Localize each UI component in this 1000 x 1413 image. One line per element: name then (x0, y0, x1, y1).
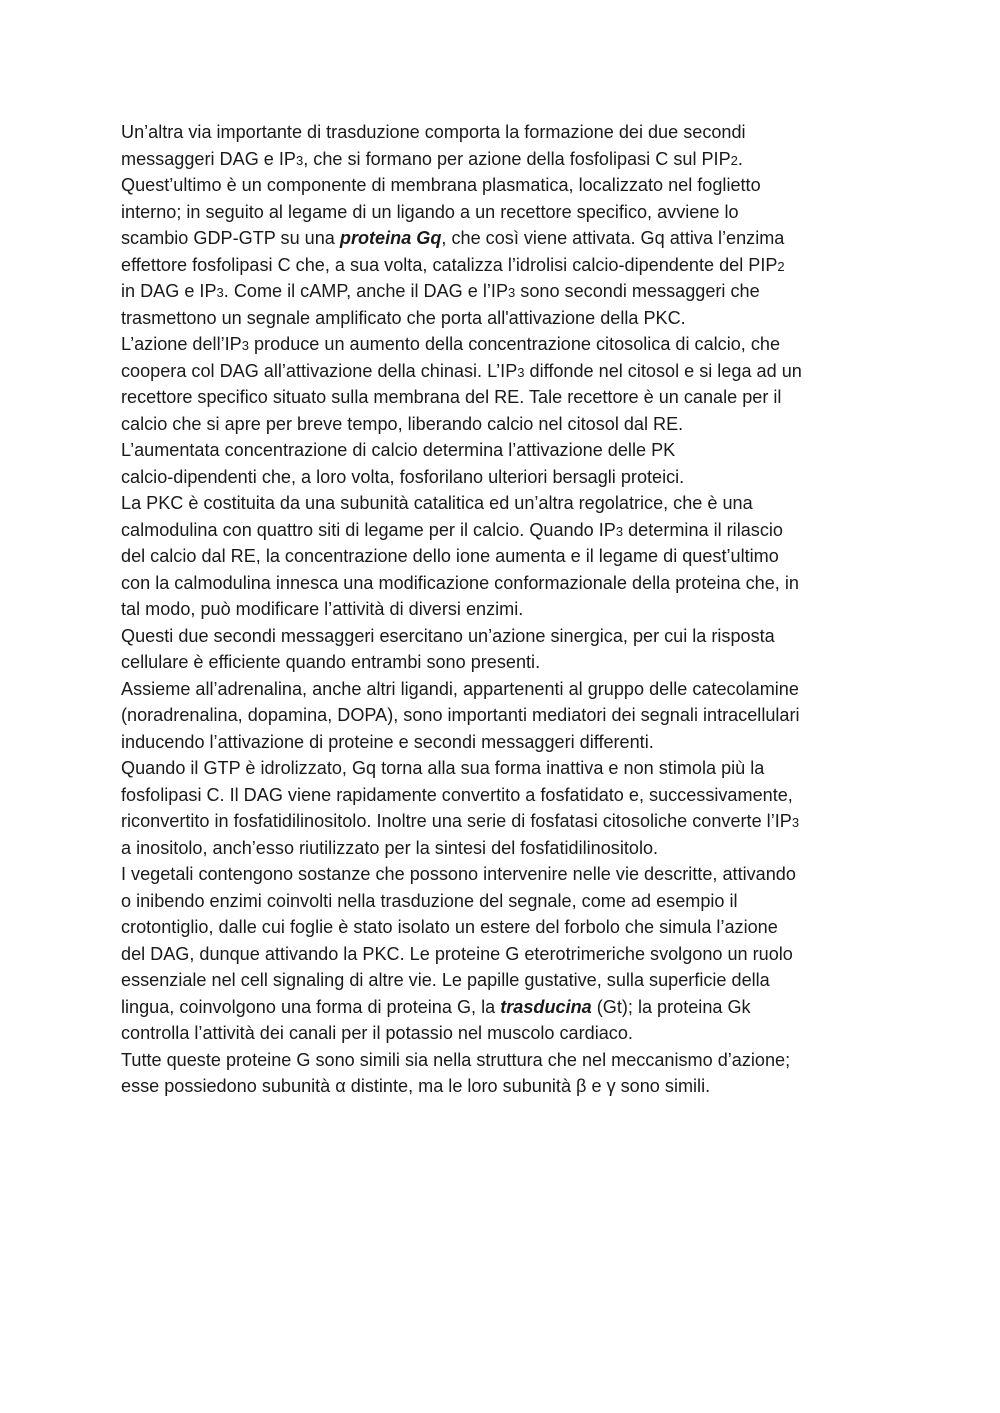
text-line (121, 755, 891, 782)
text-line (121, 384, 891, 411)
text-line (121, 914, 891, 941)
text-line (121, 835, 891, 862)
text-run: controlla l’attività dei canali per il potassio nel muscolo cardiaco. (121, 1023, 633, 1043)
text-run: scambio GDP-GTP su una (121, 228, 340, 248)
text-run: in DAG e IP (121, 281, 217, 301)
text-line (121, 225, 891, 252)
text-run: lingua, coinvolgono una forma di proteina G, la (121, 996, 501, 1017)
text-run: Assieme all’adrenalina, anche altri ligandi, appartenenti al gruppo delle catecolamine (121, 678, 799, 699)
text-run: determina il rilascio (623, 519, 783, 540)
text-line (121, 861, 891, 888)
text-run: calmodulina con quattro siti di legame per il calcio. Quando IP (121, 519, 616, 540)
text-run: produce un aumento della concentrazione citosolica di calcio, che (248, 334, 781, 354)
text-run: con la calmodulina innesca una modificazione conformazionale della proteina che, in (121, 572, 799, 593)
text-run: sono secondi messaggeri che (515, 281, 760, 301)
text-run: o inibendo enzimi coinvolti nella trasduzione del segnale, come ad esempio il (121, 890, 738, 911)
text-line (121, 1020, 891, 1047)
text-line (121, 490, 891, 517)
text-run: tal modo, può modificare l’attività di diversi enzimi. (121, 599, 524, 619)
text-line (121, 967, 891, 994)
text-run: essenziale nel cell signaling di altre vie. Le papille gustative, sulla superficie della (121, 970, 770, 990)
text-line (121, 994, 891, 1021)
text-run: Questi due secondi messaggeri esercitano un’azione sinergica, per cui la risposta (121, 625, 775, 646)
text-line (121, 570, 891, 597)
text-line (121, 252, 891, 279)
text-run: effettore fosfolipasi C che, a sua volta, catalizza l’idrolisi calcio-dipendente del PIP (121, 254, 778, 275)
subscript: 3 (216, 285, 224, 300)
document-body (121, 119, 891, 1100)
text-run: Quando il GTP è idrolizzato, Gq torna alla sua forma inattiva e non stimola più la (121, 758, 765, 778)
text-line (121, 172, 891, 199)
text-run: messaggeri DAG e IP (121, 148, 296, 169)
text-run: Tutte queste proteine G sono simili sia nella struttura che nel meccanismo d’azione; (121, 1049, 791, 1070)
text-line (121, 331, 891, 358)
text-line (121, 596, 891, 623)
subscript: 3 (615, 523, 624, 539)
text-run: L’azione dell’IP (121, 334, 242, 354)
text-run: fosfolipasi C. Il DAG viene rapidamente convertito a fosfatidato e, successivamente, (121, 784, 793, 805)
text-run: . Come il cAMP, anche il DAG e l’IP (223, 281, 509, 301)
text-line (121, 305, 891, 332)
text-line (121, 623, 891, 650)
text-line (121, 199, 891, 226)
text-line (121, 464, 891, 491)
text-line (121, 649, 891, 676)
text-line (121, 782, 891, 809)
text-run: (Gt); la proteina Gk (591, 996, 751, 1017)
text-run: trasmettono un segnale amplificato che porta all'attivazione della PKC. (121, 307, 686, 328)
text-run: calcio-dipendenti che, a loro volta, fosforilano ulteriori bersagli proteici. (121, 466, 685, 487)
text-run: esse possiedono subunità α distinte, ma le loro subunità β e γ sono simili. (121, 1076, 711, 1096)
text-line (121, 411, 891, 438)
text-line (121, 702, 891, 729)
text-run: L’aumentata concentrazione di calcio determina l’attivazione delle PK (121, 440, 676, 460)
subscript: 3 (295, 152, 304, 168)
text-run: (noradrenalina, dopamina, DOPA), sono importanti mediatori dei segnali intracellulari (121, 705, 800, 725)
text-line (121, 437, 891, 464)
text-line (121, 146, 891, 173)
emphasized-term: trasducina (500, 996, 592, 1017)
text-run: interno; in seguito al legame di un ligando a un recettore specifico, avviene lo (121, 201, 739, 222)
text-run: coopera col DAG all’attivazione della chinasi. L’IP (121, 360, 518, 381)
subscript: 2 (730, 152, 738, 168)
text-run: riconvertito in fosfatidilinositolo. Inoltre una serie di fosfatasi citosoliche converte l’IP (121, 811, 792, 831)
text-line (121, 729, 891, 756)
text-run: Un’altra via importante di trasduzione comporta la formazione dei due secondi (121, 122, 746, 142)
text-line (121, 543, 891, 570)
text-run: I vegetali contengono sostanze che possono intervenire nelle vie descritte, attivando (121, 864, 796, 884)
text-run: , che si formano per azione della fosfolipasi C sul PIP (303, 148, 731, 169)
text-run: del calcio dal RE, la concentrazione dello ione aumenta e il legame di quest’ultimo (121, 546, 779, 566)
text-run: del DAG, dunque attivando la PKC. Le proteine G eterotrimeriche svolgono un ruolo (121, 943, 793, 964)
text-line (121, 888, 891, 915)
text-run: crotontiglio, dalle cui foglie è stato isolato un estere del forbolo che simula l’azione (121, 917, 778, 937)
subscript: 2 (777, 258, 785, 274)
text-run: , che così viene attivata. Gq attiva l’enzima (441, 228, 785, 248)
text-line (121, 676, 891, 703)
subscript: 3 (508, 285, 516, 300)
text-run: recettore specifico situato sulla membrana del RE. Tale recettore è un canale per il (121, 387, 782, 407)
text-run: inducendo l’attivazione di proteine e secondi messaggeri differenti. (121, 731, 654, 752)
text-run: cellulare è efficiente quando entrambi sono presenti. (121, 652, 541, 672)
text-run: calcio che si apre per breve tempo, liberando calcio nel citosol dal RE. (121, 413, 684, 434)
text-line (121, 1073, 891, 1100)
subscript: 3 (791, 815, 800, 830)
text-line (121, 358, 891, 385)
text-line (121, 119, 891, 146)
subscript: 3 (517, 364, 525, 380)
text-line (121, 1047, 891, 1074)
text-line (121, 517, 891, 544)
text-line (121, 941, 891, 968)
text-run: . (737, 148, 743, 169)
text-run: a inositolo, anch’esso riutilizzato per la sintesi del fosfatidilinositolo. (121, 837, 659, 858)
text-run: diffonde nel citosol e si lega ad un (524, 360, 802, 381)
text-line (121, 808, 891, 835)
text-run: La PKC è costituita da una subunità catalitica ed un’altra regolatrice, che è una (121, 493, 753, 513)
emphasized-term: proteina Gq (339, 228, 442, 248)
text-run: Quest’ultimo è un componente di membrana plasmatica, localizzato nel foglietto (121, 175, 761, 195)
text-line (121, 278, 891, 305)
subscript: 3 (241, 338, 249, 353)
